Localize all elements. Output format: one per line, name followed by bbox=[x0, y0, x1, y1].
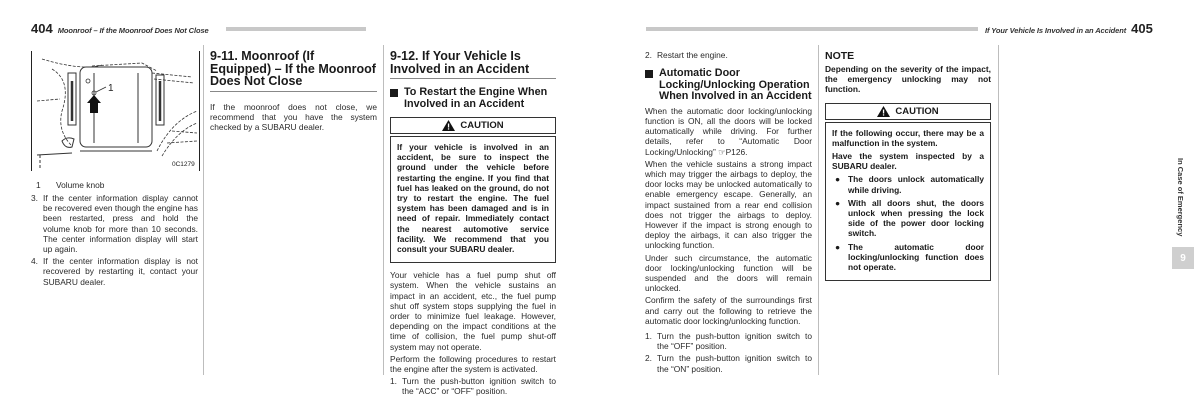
step-item: 3. If the center information display cannot be recovered even though the engine has been restarted, press and hold the volume knob for more than 10 seconds. The center information display will start up again. bbox=[31, 193, 198, 255]
figure-callout-1: 1 bbox=[108, 83, 114, 94]
section-9-12-title: 9-12. If Your Vehicle Is Involved in an Accident bbox=[390, 50, 556, 79]
right-column-2 bbox=[825, 50, 991, 281]
figure-code: 0C1279 bbox=[172, 161, 195, 168]
section-9-11 bbox=[210, 50, 377, 132]
section-9-12 bbox=[390, 50, 556, 399]
section-9-11-body: If the moonroof does not close, we recommend that you have the system checked by a SUBARU dealer. bbox=[210, 101, 377, 132]
caution-header: CAUTION bbox=[390, 117, 556, 134]
left-page-number: 404 bbox=[31, 21, 53, 36]
caution-box: If the following occur, there may be a malfunction in the system. Have the system inspected by a SUBARU dealer. ● The doors unlock automatically while driving. ● With all doors shut, the doors unlock when pressing the lock side of the power door locking switch. ● The automatic door locking/unlocking function does not operate. bbox=[825, 122, 991, 282]
step-item: 2. Restart the engine. bbox=[645, 50, 728, 60]
right-header-title: If Your Vehicle Is Involved in an Accident bbox=[985, 26, 1127, 35]
column-divider bbox=[203, 45, 204, 375]
caution-bullet: ● The automatic door locking/unlocking function does not operate. bbox=[835, 241, 984, 273]
step-item: 2. Turn the push-button ignition switch to the “ON” position. bbox=[645, 353, 812, 374]
legend-number: 1 bbox=[36, 180, 41, 190]
square-bullet-icon bbox=[390, 89, 398, 97]
right-page-number: 405 bbox=[1131, 21, 1153, 36]
note-body: Depending on the severity of the impact, the emergency unlocking may not function. bbox=[825, 64, 991, 95]
section-9-12-subtitle: To Restart the Engine When Involved in an Accident bbox=[390, 87, 556, 110]
figure-legend bbox=[36, 180, 196, 190]
chapter-number-box: 9 bbox=[1172, 247, 1194, 269]
section-9-12-body: Your vehicle has a fuel pump shut off system. When the vehicle sustains an impact in an accident, etc., the fuel pump shut off system stops supplying the fuel in order to minimize fuel leakage. However, depending on the impact conditions at the time of collision, the fuel pump shut-off system may not operate. Perform the following procedures to restart the engine after the system is activated. 1. Turn the push-button ignition switch to the “ACC” or “OFF” position. bbox=[390, 270, 556, 397]
left-page-header bbox=[31, 21, 209, 36]
chapter-side-tab: In Case of Emergency bbox=[1176, 158, 1185, 237]
warning-triangle-icon bbox=[442, 120, 455, 131]
column-divider bbox=[998, 45, 999, 375]
center-display-illustration-icon bbox=[32, 51, 199, 171]
door-locking-subtitle: Automatic Door Locking/Unlocking Operation When Involved in an Accident bbox=[645, 68, 812, 103]
caution-header: CAUTION bbox=[825, 103, 991, 120]
step-item: 1. Turn the push-button ignition switch to the “ACC” or “OFF” position. bbox=[390, 376, 556, 397]
legend-label: Volume knob bbox=[56, 180, 105, 190]
left-header-title: Moonroof – If the Moonroof Does Not Close bbox=[57, 26, 209, 35]
caution-box: If your vehicle is involved in an accident, be sure to inspect the ground under the vehicle before restarting the engine. If you find that fuel has leaked on the ground, do not try to restart the engine. The fuel system has been damaged and is in need of repair. Immediately contact the nearest automotive service facility. We recommend that you consult your SUBARU dealer. bbox=[390, 136, 556, 263]
volume-knob-figure bbox=[31, 51, 200, 171]
step-item: 4. If the center information display is not recovered by restarting it, contact your SUBARU dealer. bbox=[31, 256, 198, 287]
section-9-11-title: 9-11. Moonroof (If Equipped) – If the Moonroof Does Not Close bbox=[210, 50, 377, 92]
caution-bullet: ● With all doors shut, the doors unlock when pressing the lock side of the power door locking switch. bbox=[835, 197, 984, 239]
left-header-bar bbox=[226, 27, 366, 31]
column-divider bbox=[383, 45, 384, 375]
square-bullet-icon bbox=[645, 70, 653, 78]
warning-triangle-icon bbox=[877, 106, 890, 117]
note-title: NOTE bbox=[825, 50, 855, 62]
caution-bullet: ● The doors unlock automatically while driving. bbox=[835, 174, 984, 195]
door-locking-body: When the automatic door locking/unlocking function is ON, all the doors will be locked automatically while driving. For further details, refer to “Automatic Door Locking/Unlocking” ☞P126. When the vehicle sustains a strong impact which may trigger the airbags to deploy, the door locks may be unlocked automatically to enable emergency escape. Generally, an impact sustained from a rear end collision does not trigger the airbags to deploy. However if the impact is strong enough to deploy the airbags, it can also trigger the unlocking function. Under such circumstance, the automatic door locking/unlocking function will be suspended and the doors will remain unlocked. Confirm the safety of the surroundings first and carry out the following to retrieve the automatic door locking/unlocking function. 1. Turn the push-button ignition switch to the “OFF” position. 2. Turn the push-button ignition switch to the “ON” position. bbox=[645, 105, 812, 374]
step-item: 1. Turn the push-button ignition switch to the “OFF” position. bbox=[645, 330, 812, 352]
column-divider bbox=[818, 45, 819, 375]
right-header-bar bbox=[646, 27, 978, 31]
right-page-header bbox=[985, 21, 1153, 36]
left-steps-list bbox=[31, 193, 198, 289]
right-column-1 bbox=[645, 50, 812, 376]
